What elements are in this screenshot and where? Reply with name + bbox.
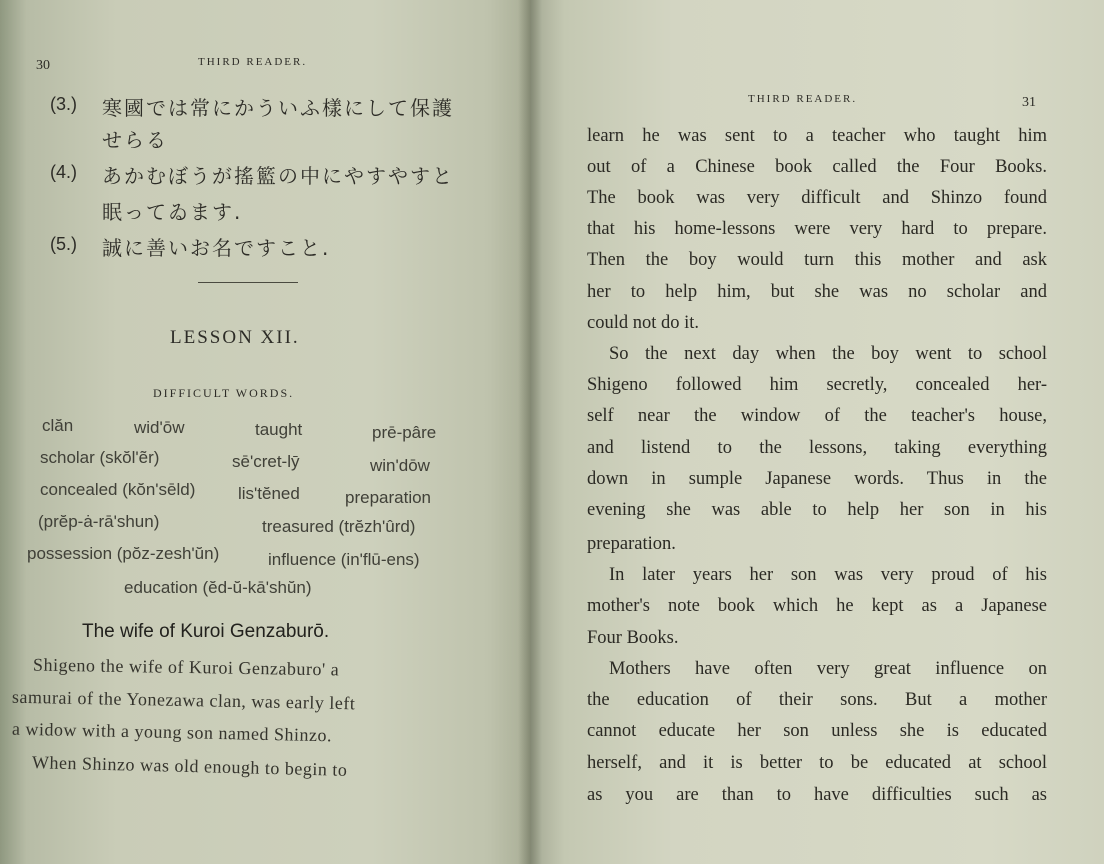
text-line: mother's note book which he kept as a Japanese <box>587 596 1047 616</box>
text-line: Shigeno followed him secretly, concealed her- <box>587 375 1047 395</box>
text-line: cannot educate her son unless she is educated <box>587 721 1047 741</box>
text-line: In later years her son was very proud of his <box>609 565 1047 585</box>
vocab-word: sē'cret-lȳ <box>232 452 300 471</box>
vocab-word: scholar (skŏl'ẽr) <box>40 448 160 467</box>
exercise-text: 誠に善いお名ですこと. <box>102 236 331 260</box>
vocab-word: preparation <box>345 488 432 507</box>
exercise-text: せらる <box>102 128 168 152</box>
exercise-number: (5.) <box>50 234 77 254</box>
section-divider <box>198 282 298 283</box>
exercise-text: あかむぼうが搖籃の中にやすやすと <box>102 164 454 188</box>
text-line: So the next day when the boy went to school <box>609 344 1047 364</box>
vocab-word: prē-pâre <box>372 423 437 442</box>
vocab-word: win'dōw <box>370 456 430 475</box>
vocab-word: influence (in'flū-ens) <box>268 550 420 569</box>
difficult-words-heading: DIFFICULT WORDS. <box>153 386 295 400</box>
vocab-word: education (ĕd-ŭ-kā'shŭn) <box>124 578 312 597</box>
text-line: as you are than to have difficulties such as <box>587 785 1047 805</box>
text-line: her to help him, but she was no scholar and <box>587 282 1047 302</box>
vocab-word: (prĕp-ȧ-rā'shun) <box>38 512 160 531</box>
vocab-word: lis'tĕned <box>238 484 300 503</box>
exercise-text: 眠ってゐます. <box>102 200 243 224</box>
right-page-number: 31 <box>1022 95 1036 110</box>
text-line: Mothers have often very great influence on <box>609 659 1047 679</box>
left-running-head: THIRD READER. <box>198 56 308 68</box>
left-page-number: 30 <box>36 58 50 73</box>
text-line: could not do it. <box>587 313 700 333</box>
text-line: Four Books. <box>587 628 679 648</box>
body-line: When Shinzo was old enough to begin to <box>31 752 348 780</box>
exercise-number: (3.) <box>50 94 77 114</box>
story-title: The wife of Kuroi Genzaburō. <box>82 621 330 642</box>
text-line: self near the window of the teacher's house, <box>587 406 1047 426</box>
text-line: and listend to the lessons, taking everything <box>587 438 1047 458</box>
vocab-word: taught <box>255 420 303 439</box>
body-line: samurai of the Yonezawa clan, was early left <box>11 686 356 714</box>
text-line: out of a Chinese book called the Four Books. <box>587 157 1047 177</box>
vocab-word: treasured (trĕzh'ûrd) <box>262 517 416 536</box>
lesson-title: LESSON XII. <box>170 327 300 348</box>
vocab-word: clăn <box>42 416 74 435</box>
exercise-number: (4.) <box>50 162 77 182</box>
vocab-word: wid'ōw <box>134 418 185 437</box>
body-line: a widow with a young son named Shinzo. <box>11 718 333 746</box>
text-line: herself, and it is better to be educated at school <box>587 753 1047 773</box>
text-line: that his home-lessons were very hard to prepare. <box>587 219 1047 239</box>
body-line: Shigeno the wife of Kuroi Genzaburo' a <box>32 654 340 680</box>
vocab-word: possession (pŏz-zesh'ŭn) <box>27 544 220 563</box>
vocab-word: concealed (kŏn'sēld) <box>40 480 196 499</box>
text-line: preparation. <box>587 534 676 554</box>
text-line: learn he was sent to a teacher who taught him <box>587 126 1047 146</box>
text-line: the education of their sons. But a mother <box>587 690 1047 710</box>
right-running-head: THIRD READER. <box>748 93 858 105</box>
text-line: evening she was able to help her son in his <box>587 500 1047 520</box>
exercise-text: 寒國では常にかういふ樣にして保護 <box>102 96 454 120</box>
text-line: Then the boy would turn this mother and ask <box>587 250 1047 270</box>
book-gutter <box>518 0 542 864</box>
text-line: The book was very difficult and Shinzo found <box>587 188 1047 208</box>
text-line: down in sumple Japanese words. Thus in the <box>587 469 1047 489</box>
